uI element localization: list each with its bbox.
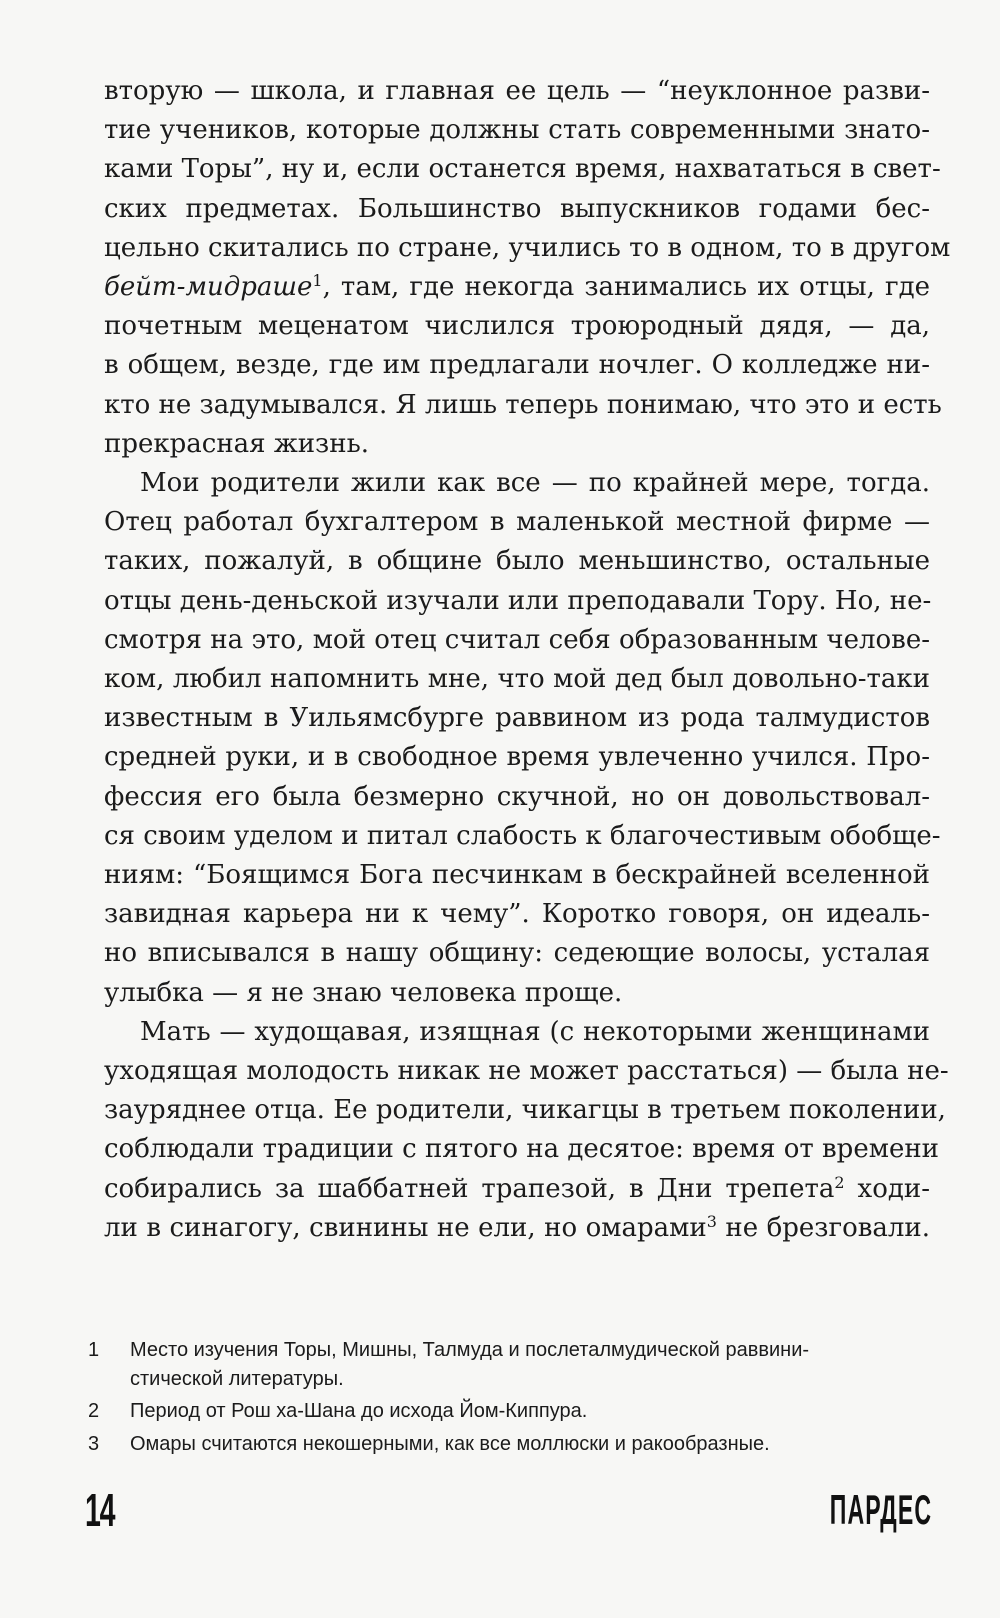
footnote-text [130,1430,936,1459]
text-line: смотря на это, мой отец считал себя образованным челове- [104,624,930,655]
footnote-3 [88,1430,936,1459]
text-line-with-footnote [104,268,930,307]
text-line-with-footnote [104,1209,930,1248]
footnote-line: стической литературы. [130,1367,344,1390]
text-line: в общем, везде, где им предлагали ночлег. О колледже ни- [104,350,930,381]
text-line: Мать — худощавая, изящная (с некоторыми женщинами [140,1016,930,1047]
footnote-ref-2[interactable]: 2 [834,1172,845,1192]
italic-term: бейт-мидраше [104,272,313,303]
text-line: завидная карьера ни к чему”. Коротко говоря, он идеаль- [104,899,930,930]
text-line: фессия его была безмерно скучной, но он довольствовал- [104,781,930,812]
text-line-with-footnote [104,1170,930,1209]
paragraph-1 [104,72,951,464]
publisher-name: ПАРДЕС [829,1486,932,1533]
text-line: ком, любил напомнить мне, что мой дед был довольно-таки [104,664,930,695]
text-line: улыбка — я не знаю человека проще. [104,977,623,1008]
footnote-1 [88,1336,936,1393]
text-line: средней руки, и в свободное время увлеченно учился. Про- [104,742,930,773]
text-line: известным в Уильямсбурге раввином из рода талмудистов [104,703,930,734]
text-line: ниям: “Боящимся Бога песчинкам в бескрайней вселенной [104,860,930,891]
text-line: Мои родители жили как все — по крайней мере, тогда. [140,468,930,499]
text-line: но вписывался в нашу общину: седеющие волосы, усталая [104,938,930,969]
text-line: кто не задумывался. Я лишь теперь понимаю, что это и есть [104,389,942,420]
text-line: ками Торы”, ну и, если останется время, нахвататься в свет- [104,154,941,185]
paragraph-3 [104,1013,949,1248]
text-line: ся своим уделом и питал слабость к благочестивым обобще- [104,820,941,851]
text-line: ских предметах. Большинство выпускников годами бес- [104,193,930,224]
text-line: соблюдали традиции с пятого на десятое: время от времени [104,1134,939,1165]
footnote-number: 3 [88,1432,100,1455]
text-fragment: ходи- [844,1173,930,1204]
footnote-number: 2 [88,1400,100,1422]
text-line: уходящая молодость никак не может расстаться) — была не- [104,1056,949,1087]
text-line: прекрасная жизнь. [104,428,369,459]
footnote-ref-1[interactable]: 1 [312,271,323,291]
footnote-ref-3[interactable]: 3 [706,1211,717,1231]
footnote-2 [88,1397,936,1426]
text-line: цельно скитались по стране, учились то в одном, то в другом [104,232,951,263]
text-line: почетным меценатом числился троюродный дядя, — да, [104,311,930,342]
footnote-line: Место изучения Торы, Мишны, Талмуда и послеталмудической раввини- [130,1339,810,1361]
text-line: зауряднее отца. Ее родители, чикагцы в третьем поколении, [104,1095,946,1126]
footnote-text [130,1336,936,1393]
text-line: тие учеников, которые должны стать современными знато- [104,115,930,146]
text-line: отцы день-деньской изучали или преподавали Тору. Но, не- [104,585,932,616]
text-fragment: , там, где некогда занимались их отцы, где [322,272,930,303]
text-fragment: ли в синагогу, свинины не ели, но омарами [104,1212,707,1243]
text-line: вторую — школа, и главная ее цель — “неуклонное разви- [104,76,930,106]
text-line: Отец работал бухгалтером в маленькой местной фирме — [104,507,930,538]
text-fragment: не брезговали. [716,1212,930,1243]
footnote-line: Омары считаются некошерными, как все моллюски и ракообразные. [130,1432,770,1455]
footnote-number: 1 [88,1339,100,1361]
page-number: 14 [85,1484,115,1536]
main-text [104,72,951,1248]
footnote-text [130,1397,936,1426]
text-line: таких, пожалуй, в общине было меньшинство, остальные [104,546,930,577]
paragraph-2 [104,464,941,1013]
footnote-line: Период от Рош ха-Шана до исхода Йом-Киппура. [130,1400,588,1422]
footnotes [88,1336,936,1462]
text-fragment: собирались за шаббатней трапезой, в Дни трепета [104,1173,835,1204]
